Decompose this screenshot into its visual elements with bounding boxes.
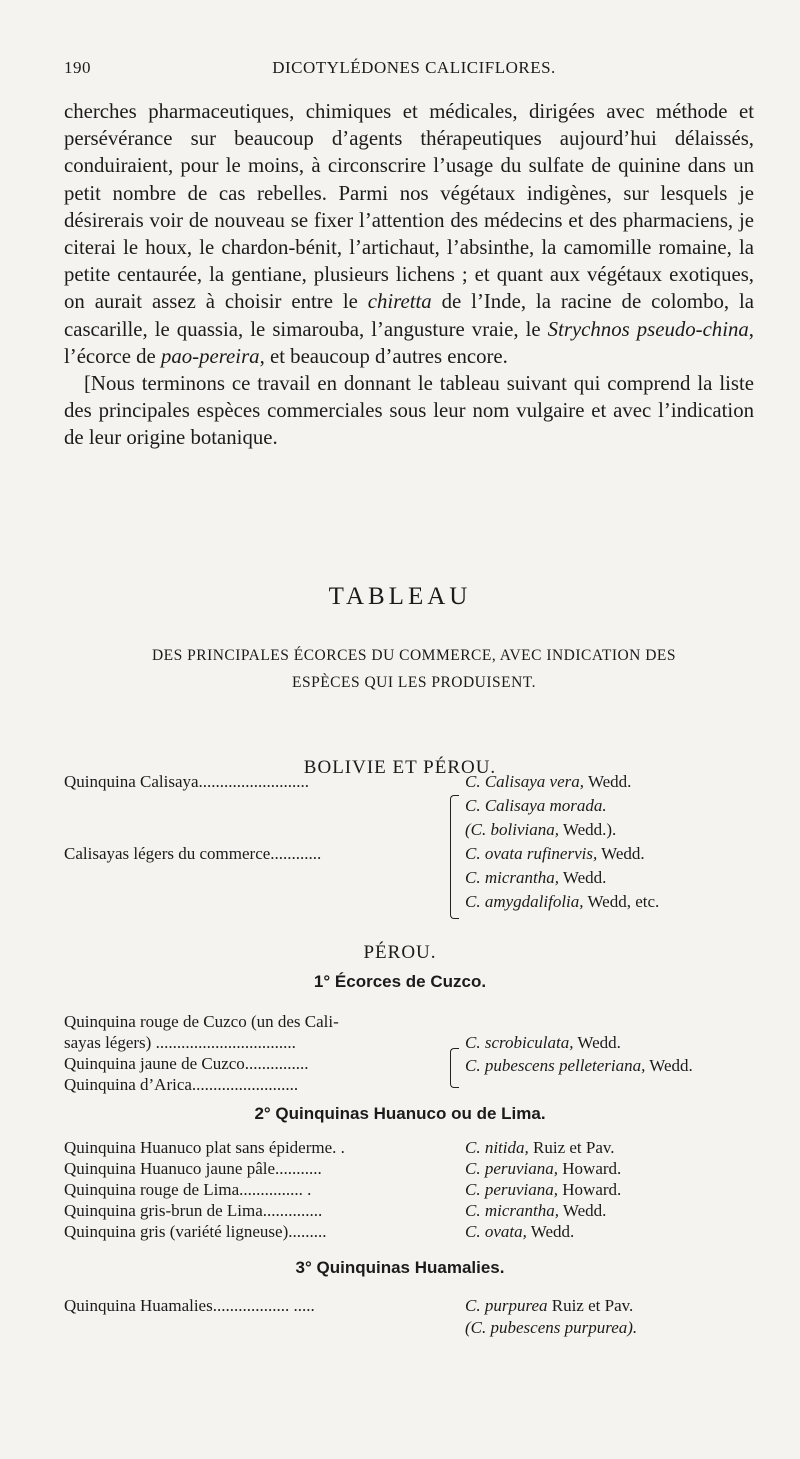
running-title: DICOTYLÉDONES CALICIFLORES. xyxy=(272,58,556,77)
table-row xyxy=(64,1056,764,1078)
species-name: C. micrantha, Wedd. xyxy=(465,1201,607,1220)
table-row xyxy=(64,772,764,794)
species-name: C. micrantha, Wedd. xyxy=(465,868,607,887)
paragraph-1: cherches pharmaceutiques, chimiques et médicales, dirigées avec méthode et persévérance sur beaucoup d’agents thérapeutiques aujourd’hui délaissés, conduiraient, pour le moins, à circonscrire l’usage du sulfate de quinine dans un petit nombre de cas rebelles. Parmi nos végétaux indigènes, sur lesquels je désirerais voir de nouveau se fixer l’attention des médecins et des pharmaciens, je citerai le houx, le chardon-bénit, l’artichaut, l’absinthe, la camomille romaine, la petite centaurée, la gentiane, plusieurs lichens ; et quant aux végétaux exotiques, on aurait assez à choisir entre le chiretta de l’Inde, la racine de colombo, la cascarille, le quassia, le simarouba, l’angusture vraie, le Strychnos pseudo-china, l’écorce de pao-pereira, et beaucoup d’autres encore. xyxy=(64,100,754,368)
italic-term: Strychnos pseudo-china xyxy=(547,317,749,341)
species-name: C. peruviana, Howard. xyxy=(465,1159,622,1178)
species-name: C. nitida, Ruiz et Pav. xyxy=(465,1138,615,1157)
subsection-heading-huanuco: 2° Quinquinas Huanuco ou de Lima. xyxy=(254,1104,546,1123)
common-name: Quinquina gris-brun de Lima.............. xyxy=(64,1201,323,1220)
common-name: Quinquina gris (variété ligneuse)......... xyxy=(64,1222,327,1241)
table-row xyxy=(64,892,764,914)
section-heading-bolivie: BOLIVIE ET PÉROU. xyxy=(303,757,497,778)
tableau-subtitle: DES PRINCIPALES ÉCORCES DU COMMERCE, AVEC INDICATION DES ESPÈCES QUI LES PRODUISENT. xyxy=(151,647,677,691)
table-row xyxy=(64,1159,764,1181)
species-name: C. scrobiculata, Wedd. xyxy=(465,1033,621,1052)
page-number: 190 xyxy=(64,58,91,77)
common-name: Quinquina rouge de Cuzco (un des Cali- xyxy=(64,1012,339,1031)
table-row xyxy=(64,1318,764,1340)
common-name: Quinquina Huanuco jaune pâle........... xyxy=(64,1159,322,1178)
common-name: sayas légers) ................................. xyxy=(64,1033,296,1052)
species-name: C. ovata, Wedd. xyxy=(465,1222,575,1241)
species-name: C. peruviana, Howard. xyxy=(465,1180,622,1199)
table-row xyxy=(64,1075,764,1097)
species-name: (C. boliviana, Wedd.). xyxy=(465,820,617,839)
tableau-title: TABLEAU xyxy=(328,583,472,610)
running-head xyxy=(64,58,764,88)
common-name: Quinquina rouge de Lima............... . xyxy=(64,1180,312,1199)
common-name: Quinquina Huanuco plat sans épiderme. . xyxy=(64,1138,345,1157)
bracket xyxy=(450,795,459,919)
table-row xyxy=(64,1201,764,1223)
common-name: Quinquina jaune de Cuzco............... xyxy=(64,1054,309,1073)
body-text xyxy=(64,98,754,452)
table-row xyxy=(64,1012,764,1034)
paragraph-2: [Nous terminons ce travail en donnant le tableau suivant qui comprend la liste des principales espèces commerciales sous leur nom vulgaire et avec l’indication de leur origine botanique. xyxy=(64,372,754,450)
table-row xyxy=(64,868,764,890)
species-name: C. Calisaya morada. xyxy=(465,796,607,815)
table-row xyxy=(64,1222,764,1244)
subsection-heading-huamalies: 3° Quinquinas Huamalies. xyxy=(295,1258,505,1277)
table-row xyxy=(64,820,764,842)
table-row xyxy=(64,1033,764,1055)
species-name: C. purpurea Ruiz et Pav. xyxy=(465,1296,634,1315)
italic-term: pao-pereira xyxy=(160,344,260,368)
subsection-heading-cuzco: 1° Écorces de Cuzco. xyxy=(313,972,487,991)
italic-term: chiretta xyxy=(367,290,432,314)
species-name: C. Calisaya vera, Wedd. xyxy=(465,772,632,791)
species-name: C. amygdalifolia, Wedd, etc. xyxy=(465,892,660,911)
species-name: C. pubescens pelleteriana, Wedd. xyxy=(465,1056,693,1075)
species-name: (C. pubescens purpurea). xyxy=(465,1318,638,1337)
species-name: C. ovata rufinervis, Wedd. xyxy=(465,844,645,863)
table-row xyxy=(64,796,764,818)
table-row xyxy=(64,844,764,866)
common-name: Calisayas légers du commerce............ xyxy=(64,844,322,863)
common-name: Quinquina Calisaya.......................... xyxy=(64,772,310,791)
table-row xyxy=(64,1138,764,1160)
table-row xyxy=(64,1180,764,1202)
section-heading-perou: PÉROU. xyxy=(363,942,437,963)
common-name: Quinquina d’Arica......................... xyxy=(64,1075,299,1094)
common-name: Quinquina Huamalies.................. ..... xyxy=(64,1296,315,1315)
table-row xyxy=(64,1296,764,1318)
